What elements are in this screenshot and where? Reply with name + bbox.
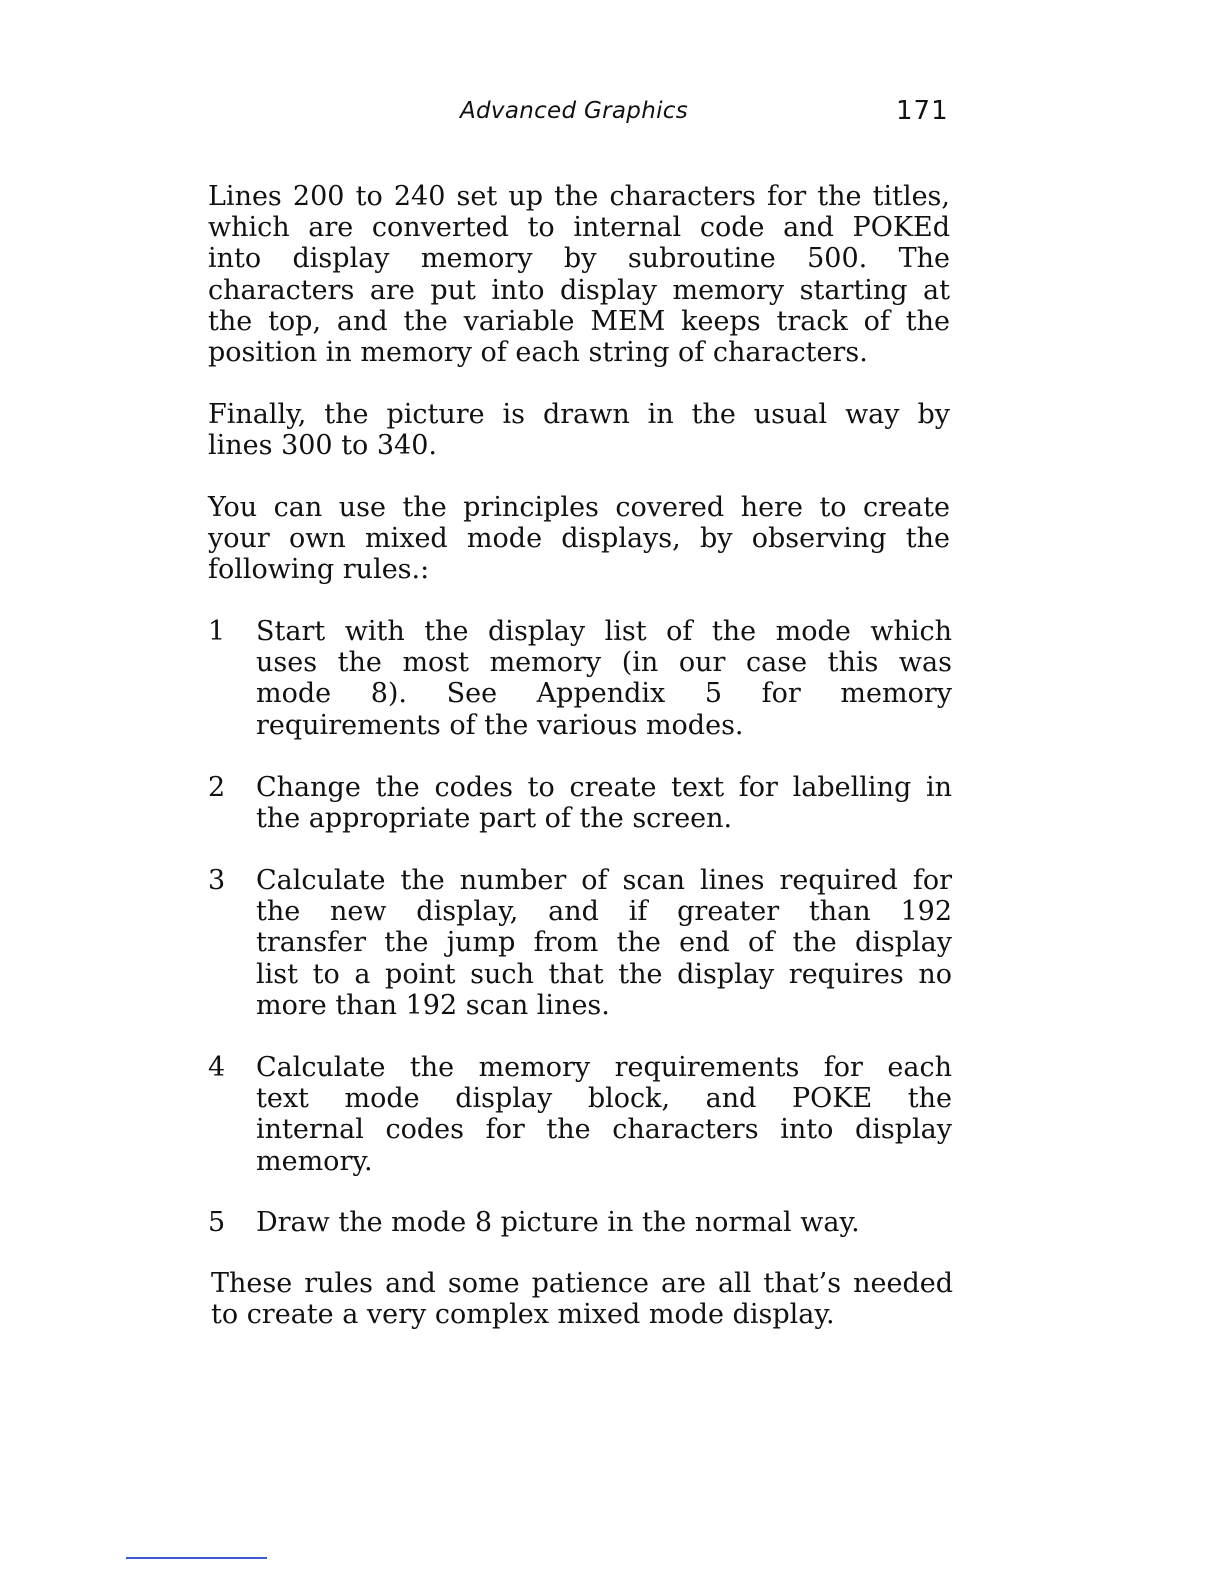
paragraph-line: Lines 200 to 240 set up the characters for the titles, bbox=[208, 181, 950, 212]
rule-number: 3 bbox=[208, 865, 226, 896]
rule-line: requirements of the various modes. bbox=[256, 709, 744, 741]
paragraph-line: the top, and the variable MEM keeps track of the bbox=[208, 305, 950, 337]
rule-text bbox=[256, 616, 952, 741]
rule-line: memory. bbox=[256, 1145, 373, 1177]
paragraph-line: characters are put into display memory starting at bbox=[208, 274, 950, 306]
rule-text bbox=[256, 865, 952, 1021]
paragraph-line: to create a very complex mixed mode display. bbox=[211, 1299, 835, 1331]
rule-line: the appropriate part of the screen. bbox=[256, 803, 733, 835]
rule-line: more than 192 scan lines. bbox=[256, 989, 610, 1021]
rule-text bbox=[256, 772, 952, 834]
rule-line: the new display, and if greater than 192 bbox=[256, 896, 952, 928]
rule-line: Calculate the number of scan lines required for bbox=[256, 865, 952, 896]
paragraph-line: into display memory by subroutine 500. The bbox=[208, 243, 950, 275]
footnote-divider bbox=[126, 1557, 267, 1559]
page-number: 171 bbox=[896, 96, 949, 126]
rule-text bbox=[256, 1052, 952, 1177]
rule-number: 5 bbox=[208, 1207, 226, 1238]
paragraph-line: which are converted to internal code and POKEd bbox=[208, 212, 950, 244]
rule-line: Draw the mode 8 picture in the normal way. bbox=[256, 1207, 860, 1238]
paragraph-1 bbox=[208, 181, 950, 368]
paragraph-line: your own mixed mode displays, by observing the bbox=[208, 523, 950, 555]
paragraph-line: lines 300 to 340. bbox=[208, 430, 437, 462]
rule-number: 1 bbox=[208, 616, 226, 647]
rule-line: transfer the jump from the end of the display bbox=[256, 927, 952, 959]
paragraph-line: following rules.: bbox=[208, 554, 430, 586]
closing-paragraph bbox=[211, 1268, 953, 1330]
rule-line: Start with the display list of the mode which bbox=[256, 616, 952, 647]
paragraph-line: Finally, the picture is drawn in the usual way by bbox=[208, 399, 950, 430]
rule-line: Calculate the memory requirements for each bbox=[256, 1052, 952, 1083]
rule-text bbox=[256, 1207, 952, 1238]
running-title: Advanced Graphics bbox=[460, 98, 688, 124]
rule-line: internal codes for the characters into display bbox=[256, 1114, 952, 1146]
rule-line: Change the codes to create text for labelling in bbox=[256, 772, 952, 803]
paragraph-line: These rules and some patience are all that’s needed bbox=[211, 1268, 953, 1299]
rule-number: 2 bbox=[208, 772, 226, 803]
paragraph-line: position in memory of each string of characters. bbox=[208, 337, 868, 369]
paragraph-2 bbox=[208, 399, 950, 461]
rule-number: 4 bbox=[208, 1052, 226, 1083]
paragraph-3 bbox=[208, 492, 950, 586]
rule-line: text mode display block, and POKE the bbox=[256, 1083, 952, 1115]
paragraph-line: You can use the principles covered here to create bbox=[208, 492, 950, 523]
rule-line: list to a point such that the display requires no bbox=[256, 958, 952, 990]
rule-line: mode 8). See Appendix 5 for memory bbox=[256, 678, 952, 710]
rule-line: uses the most memory (in our case this was bbox=[256, 647, 952, 679]
